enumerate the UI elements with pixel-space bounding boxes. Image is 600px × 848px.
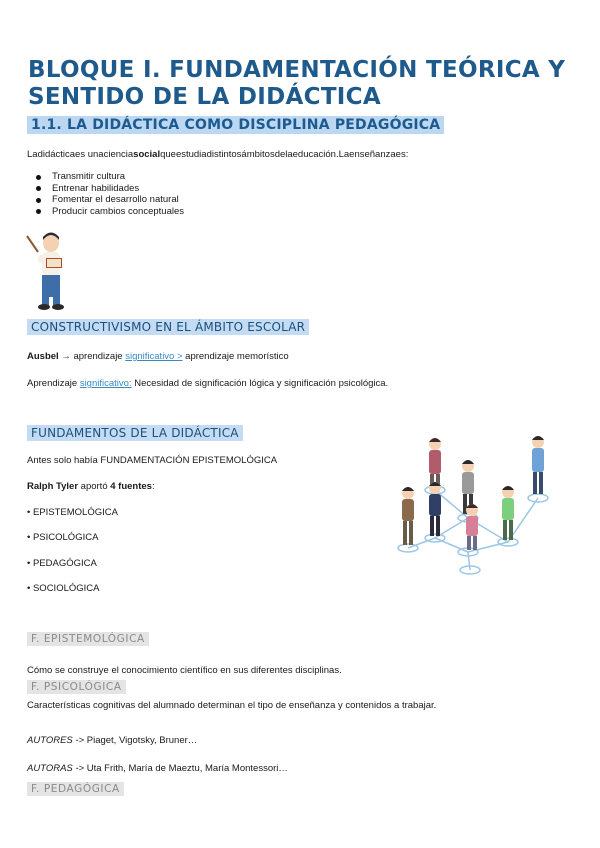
list-item: Transmitir cultura xyxy=(34,171,184,183)
heading-f-epistemologica: F. EPISTEMOLÓGICA xyxy=(27,632,149,646)
tyler-end: : xyxy=(151,481,155,492)
psicologica-text: Características cognitivas del alumnado determinan el tipo de enseñanza y contenidos a trabajar. xyxy=(27,700,437,711)
teaching-bullet-list xyxy=(34,171,184,217)
autoras-label: AUTORAS -> xyxy=(27,763,85,774)
tyler-mid: aportó xyxy=(78,481,111,492)
page-title: BLOQUE I. FUNDAMENTACIÓN TEÓRICA Y SENTIDO DE LA DIDÁCTICA xyxy=(28,57,566,110)
tyler-fuentes: 4 fuentes xyxy=(110,481,152,492)
autores-text: Piaget, Vigotsky, Bruner… xyxy=(84,735,198,746)
significativo-link[interactable]: significativo > xyxy=(125,351,183,362)
teacher-illustration xyxy=(24,228,76,314)
intro-pre: Ladidácticaes unaciencia xyxy=(27,149,134,160)
intro-paragraph xyxy=(27,149,408,161)
autoras-line xyxy=(27,763,288,775)
source-item: • PEDAGÓGICA xyxy=(27,558,97,569)
intro-post: queestudiadistintosámbitosdelaeducación.Laenseñanzaes: xyxy=(160,149,409,160)
ausbel-line xyxy=(27,351,289,363)
aprendizaje-line xyxy=(27,378,388,390)
list-item: Entrenar habilidades xyxy=(34,183,184,195)
network-people-illustration xyxy=(390,430,560,580)
intro-bold: social xyxy=(133,149,161,160)
autoras-text: Uta Frith, María de Maeztu, María Montessori… xyxy=(84,763,288,774)
section-heading-constructivismo: CONSTRUCTIVISMO EN EL ÁMBITO ESCOLAR xyxy=(27,319,309,335)
list-item: Fomentar el desarrollo natural xyxy=(34,194,184,206)
ausbel-end: aprendizaje memorístico xyxy=(182,351,289,362)
source-item: • PSICOLÓGICA xyxy=(27,532,99,543)
source-item: • SOCIOLÓGICA xyxy=(27,583,100,594)
tyler-name: Ralph Tyler xyxy=(27,481,79,492)
autores-line xyxy=(27,735,197,747)
aprendizaje-end: Necesidad de significación lógica y significación psicológica. xyxy=(131,378,389,389)
ausbel-mid: → aprendizaje xyxy=(58,351,126,362)
heading-f-psicologica: F. PSICOLÓGICA xyxy=(27,680,126,694)
epistemologica-text: Cómo se construye el conocimiento científico en sus diferentes disciplinas. xyxy=(27,665,342,676)
tyler-line xyxy=(27,481,155,493)
source-item: • EPISTEMOLÓGICA xyxy=(27,507,118,518)
section-heading-fundamentos: FUNDAMENTOS DE LA DIDÁCTICA xyxy=(27,425,243,441)
heading-f-pedagogica: F. PEDAGÓGICA xyxy=(27,782,124,796)
autores-label: AUTORES -> xyxy=(27,735,85,746)
list-item: Producir cambios conceptuales xyxy=(34,206,184,218)
fundamentacion-line: Antes solo había FUNDAMENTACIÓN EPISTEMOLÓGICA xyxy=(27,455,278,466)
aprendizaje-pre: Aprendizaje xyxy=(27,378,80,389)
section-heading-didactica: 1.1. LA DIDÁCTICA COMO DISCIPLINA PEDAGÓGICA xyxy=(27,116,444,134)
ausbel-name: Ausbel xyxy=(27,351,59,362)
significativo-link-2[interactable]: significativo: xyxy=(79,378,132,389)
